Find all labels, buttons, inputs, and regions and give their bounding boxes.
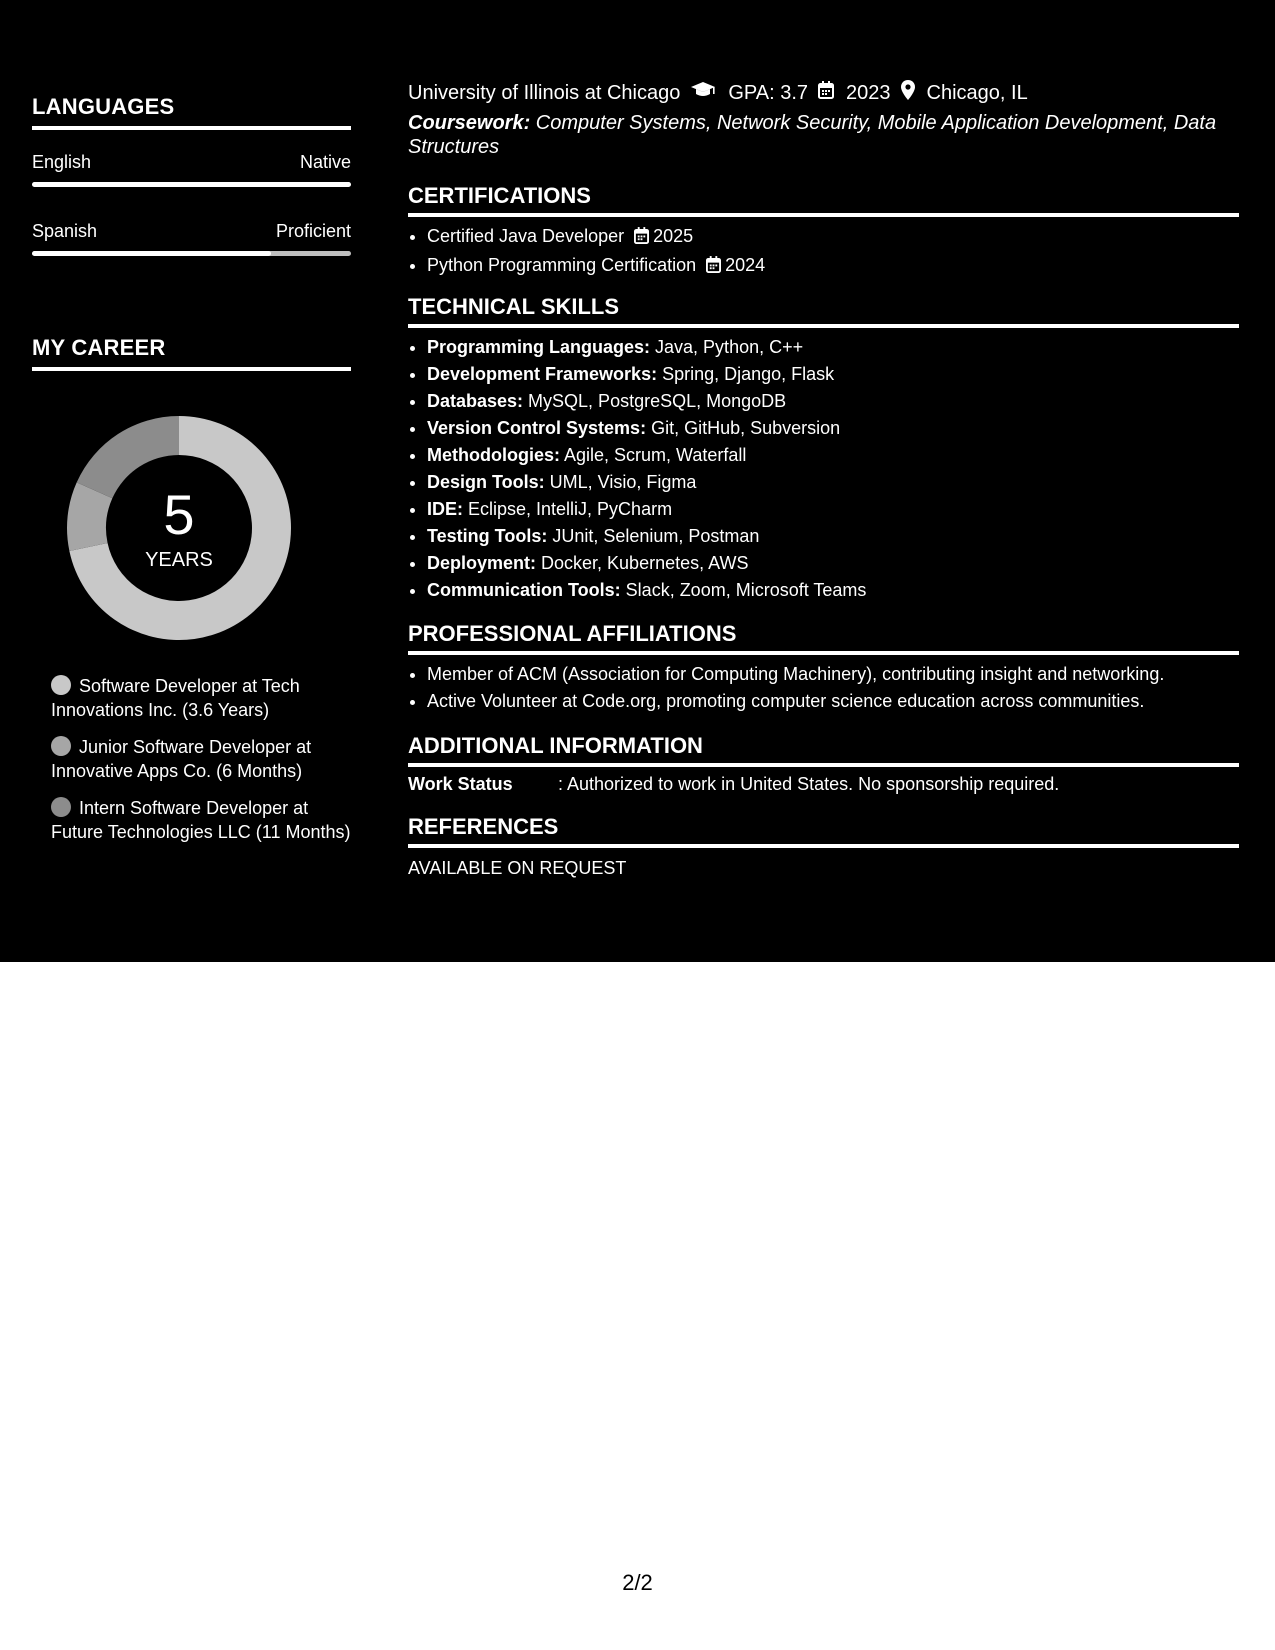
references-heading: REFERENCES: [408, 814, 1239, 848]
skill-label: Version Control Systems:: [427, 418, 647, 438]
list-item: [427, 388, 1258, 415]
languages-heading: LANGUAGES: [32, 94, 351, 130]
language-proficiency-bar: [32, 251, 351, 256]
list-item: [427, 496, 1258, 523]
certification-name: Certified Java Developer: [427, 226, 625, 246]
technical-skills-heading: TECHNICAL SKILLS: [408, 294, 1239, 328]
list-item: [427, 223, 1258, 252]
skill-value: Git, GitHub, Subversion: [646, 418, 841, 438]
additional-info-heading: ADDITIONAL INFORMATION: [408, 733, 1239, 767]
references-text: AVAILABLE ON REQUEST: [408, 858, 627, 878]
legend-dot-icon: [51, 797, 71, 817]
list-item: [427, 442, 1258, 469]
affiliations-list: [408, 661, 1258, 715]
language-proficiency-bar: [32, 182, 351, 187]
work-status-row: [408, 774, 1059, 795]
skill-label: Methodologies:: [427, 445, 560, 465]
coursework-text: Computer Systems, Network Security, Mobile Application Development, Data Structures: [408, 112, 1217, 158]
career-item: [51, 796, 351, 844]
skill-value: Docker, Kubernetes, AWS: [536, 553, 749, 573]
certification-year: 2024: [725, 255, 766, 275]
school-name: University of Illinois at Chicago: [408, 81, 681, 104]
location-pin-icon: [901, 80, 915, 106]
graduation-year: 2023: [846, 81, 891, 104]
career-heading: MY CAREER: [32, 335, 351, 371]
certification-name: Python Programming Certification: [427, 255, 697, 275]
skill-label: Development Frameworks:: [427, 364, 658, 384]
list-item: [427, 469, 1258, 496]
skill-value: Agile, Scrum, Waterfall: [560, 445, 747, 465]
list-item: [427, 252, 1258, 281]
career-legend: [51, 674, 351, 857]
list-item: [427, 415, 1258, 442]
skill-label: Design Tools:: [427, 472, 545, 492]
skill-value: Eclipse, IntelliJ, PyCharm: [463, 499, 673, 519]
gpa: GPA: 3.7: [728, 81, 809, 104]
list-item: [427, 577, 1258, 604]
certification-year: 2025: [653, 226, 694, 246]
skill-value: UML, Visio, Figma: [544, 472, 697, 492]
language-proficiency-fill: [32, 182, 351, 187]
skill-label: Programming Languages:: [427, 337, 651, 357]
affiliations-heading: PROFESSIONAL AFFILIATIONS: [408, 621, 1239, 655]
career-item-text: Intern Software Developer at Future Technologies LLC (11 Months): [51, 798, 351, 842]
calendar-icon: [706, 254, 721, 281]
page-number: 2/2: [622, 1570, 653, 1595]
work-status-label: Work Status: [408, 774, 513, 794]
language-name: Spanish: [32, 221, 98, 241]
language-level: Native: [299, 152, 351, 172]
certifications-heading: CERTIFICATIONS: [408, 183, 1239, 217]
calendar-icon: [634, 225, 649, 252]
skill-value: Java, Python, C++: [650, 337, 804, 357]
work-status-value: : Authorized to work in United States. No sponsorship required.: [558, 774, 1060, 794]
legend-dot-icon: [51, 675, 71, 695]
list-item: [427, 361, 1258, 388]
school-location: Chicago, IL: [926, 81, 1028, 104]
skill-value: JUnit, Selenium, Postman: [547, 526, 760, 546]
skill-label: Deployment:: [427, 553, 537, 573]
list-item: • Active Volunteer at Code.org, promoting computer science education across communities.: [427, 688, 1258, 715]
skill-label: Databases:: [427, 391, 524, 411]
career-total-unit: YEARS: [145, 549, 213, 571]
graduation-cap-icon: [690, 81, 716, 105]
skill-value: Spring, Django, Flask: [657, 364, 835, 384]
coursework: [408, 111, 1239, 159]
list-item: • Member of ACM (Association for Computing Machinery), contributing insight and networking.: [427, 661, 1258, 688]
language-proficiency-fill: [32, 251, 271, 256]
coursework-label: Coursework:: [408, 112, 531, 134]
list-item: [427, 550, 1258, 577]
language-level: Proficient: [275, 221, 351, 241]
technical-skills-list: [408, 334, 1258, 604]
skill-label: Testing Tools:: [427, 526, 548, 546]
career-donut-chart: [66, 415, 292, 641]
certifications-list: [408, 223, 1258, 281]
career-total-years: 5: [163, 483, 195, 546]
list-item: [427, 334, 1258, 361]
skill-value: Slack, Zoom, Microsoft Teams: [620, 580, 867, 600]
education-line: [408, 80, 1028, 106]
skill-label: Communication Tools:: [427, 580, 621, 600]
skill-label: IDE:: [427, 499, 463, 519]
legend-dot-icon: [51, 736, 71, 756]
career-item-text: Software Developer at Tech Innovations Inc. (3.6 Years): [51, 676, 300, 720]
career-item-text: Junior Software Developer at Innovative Apps Co. (6 Months): [51, 737, 312, 781]
calendar-icon: [818, 81, 834, 105]
list-item: [427, 523, 1258, 550]
skill-value: MySQL, PostgreSQL, MongoDB: [523, 391, 787, 411]
language-name: English: [32, 152, 92, 172]
career-item: [51, 735, 351, 783]
career-item: [51, 674, 351, 722]
